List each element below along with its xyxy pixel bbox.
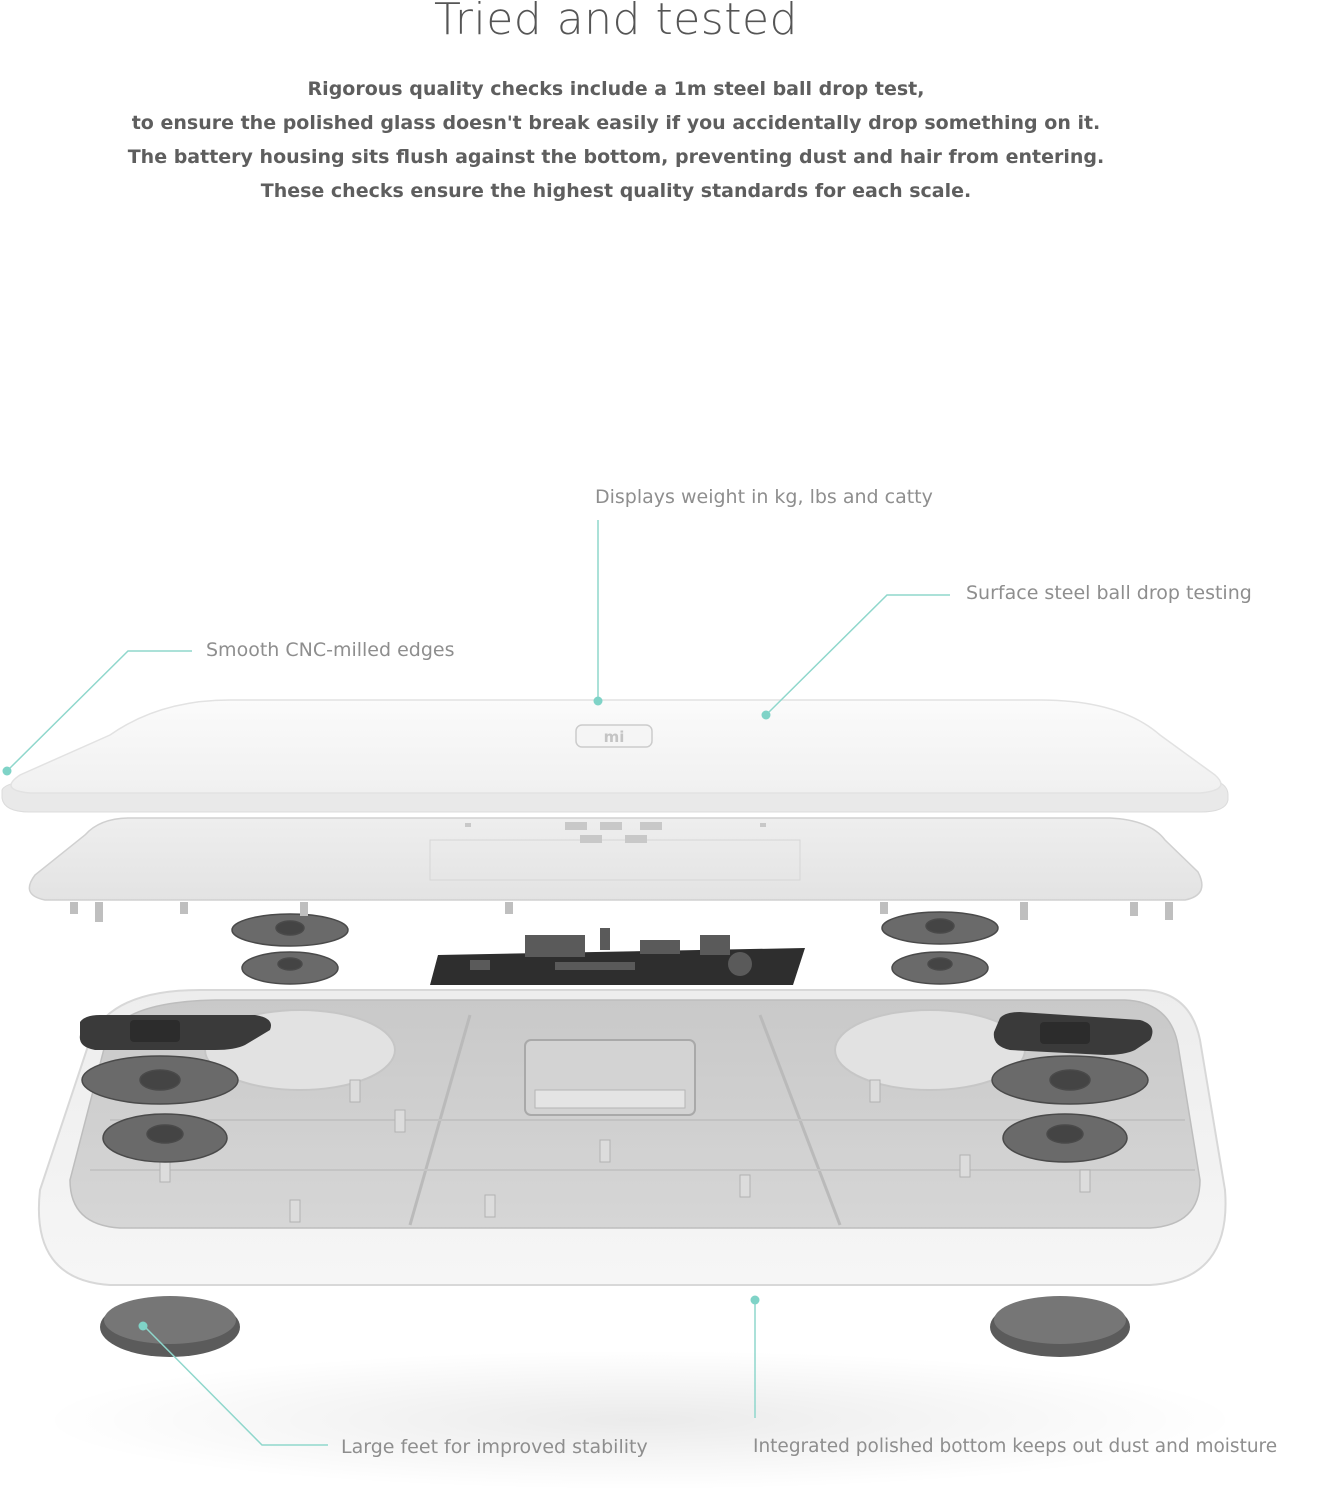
page-title: Tried and tested xyxy=(434,0,798,45)
description xyxy=(0,72,1232,208)
description-line: Rigorous quality checks include a 1m steel ball drop test, xyxy=(307,78,925,100)
brand-mark: mi xyxy=(603,728,625,746)
callout-edges: Smooth CNC-milled edges xyxy=(206,639,455,661)
callout-feet: Large feet for improved stability xyxy=(341,1436,648,1458)
description-line: The battery housing sits flush against the bottom, preventing dust and hair from entering. xyxy=(127,146,1105,168)
callout-display: Displays weight in kg, lbs and catty xyxy=(595,486,933,508)
callout-surface: Surface steel ball drop testing xyxy=(966,582,1252,604)
glass-top xyxy=(2,700,1228,812)
callout-bottom: Integrated polished bottom keeps out dust and moisture xyxy=(753,1436,1278,1457)
foot-right xyxy=(990,1296,1130,1357)
sensor-pad-left xyxy=(80,1015,271,1050)
foot-left xyxy=(100,1296,240,1357)
circuit-board xyxy=(430,928,805,985)
description-line: These checks ensure the highest quality standards for each scale. xyxy=(260,180,972,202)
description-line: to ensure the polished glass doesn't break easily if you accidentally drop something on it. xyxy=(131,112,1101,134)
middle-plate xyxy=(29,818,1202,922)
